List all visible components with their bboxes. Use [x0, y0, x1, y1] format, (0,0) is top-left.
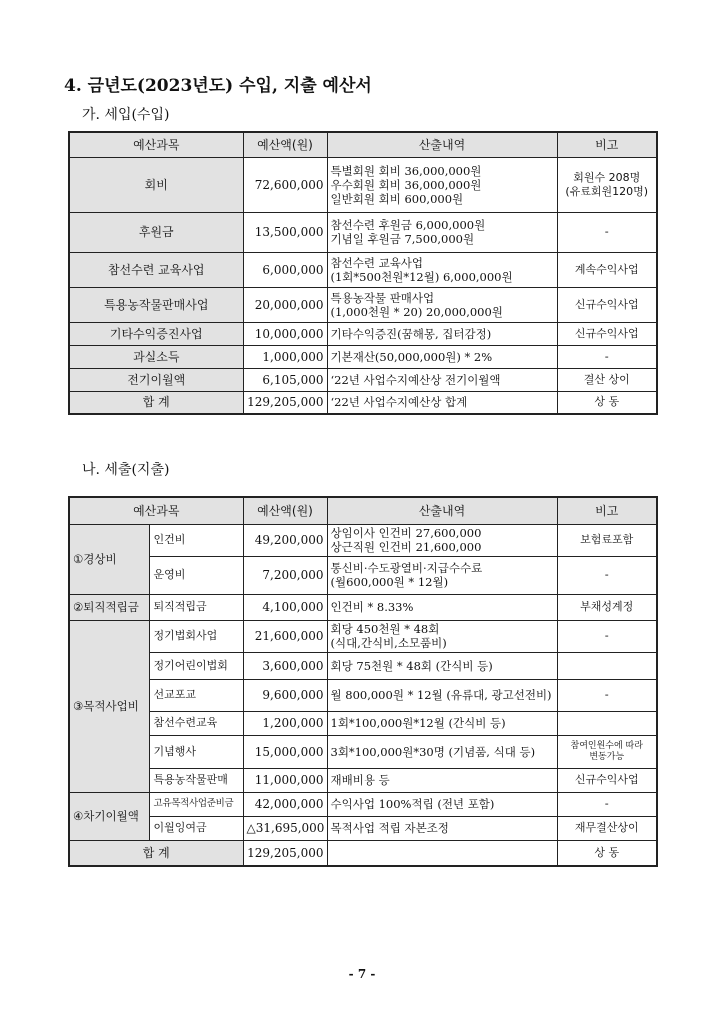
expense-note [557, 792, 657, 816]
expense-note [557, 556, 657, 594]
expense-note-line: 부채성계정 [580, 600, 634, 613]
income-note [557, 287, 657, 322]
expense-row [69, 816, 657, 840]
expense-detail-line: 1회*100,000원*12월 (간식비 등) [330, 716, 506, 730]
expense-details [327, 768, 557, 792]
expense-note-line: - [604, 629, 609, 642]
expense-detail-line: 회당 75천원 * 48회 (간식비 등) [330, 658, 493, 673]
expense-amount: 4,100,000 [243, 594, 327, 620]
income-note-line: 신규수익사업 [574, 326, 639, 340]
expense-group: ①경상비 [69, 524, 149, 594]
income-amount: 1,000,000 [243, 345, 327, 368]
income-item: 후원금 [69, 212, 243, 252]
expense-subitem: 정기법회사업 [149, 620, 243, 652]
income-header-note: 비고 [557, 132, 657, 157]
income-details [327, 212, 557, 252]
income-details [327, 345, 557, 368]
income-detail-line: 참선수련 후원금 6,000,000원 [330, 218, 486, 232]
expense-note [557, 735, 657, 768]
income-detail-line: 특용농작물 판매사업 [330, 290, 435, 305]
expense-note [557, 768, 657, 792]
expense-subitem: 정기어린이법회 [149, 652, 243, 679]
expense-note [557, 679, 657, 711]
income-detail-line: 기본재산(50,000,000원) * 2% [330, 349, 493, 364]
income-note-line: - [604, 349, 609, 363]
income-note-line: 회원수 208명 [573, 170, 641, 184]
expense-amount: 15,000,000 [243, 735, 327, 768]
income-row [69, 345, 657, 368]
income-note-line: 상 동 [594, 395, 620, 409]
expense-detail-line: (식대,간식비,소모품비) [330, 636, 447, 650]
income-details [327, 391, 557, 414]
income-header-details: 산출내역 [327, 132, 557, 157]
income-note [557, 368, 657, 391]
expense-details [327, 594, 557, 620]
income-item: 전기이월액 [69, 368, 243, 391]
income-item: 과실소득 [69, 345, 243, 368]
income-amount: 6,000,000 [243, 252, 327, 287]
income-note-line: 계속수익사업 [574, 262, 639, 276]
expense-total-row [69, 840, 657, 866]
expense-note-line: - [604, 688, 609, 701]
income-note-line: 결산 상이 [583, 372, 630, 386]
income-details [327, 252, 557, 287]
expense-detail-line: 인건비 * 8.33% [330, 600, 414, 614]
expense-total-amount: 129,205,000 [243, 840, 327, 866]
income-detail-line: 일반회원 회비 600,000원 [330, 191, 464, 206]
expense-amount: 3,600,000 [243, 652, 327, 679]
expense-subitem: 인건비 [149, 524, 243, 556]
expense-details [327, 711, 557, 735]
expense-row [69, 735, 657, 768]
expense-amount: 9,600,000 [243, 679, 327, 711]
expense-row [69, 620, 657, 652]
income-note-line: 신규수익사업 [574, 297, 639, 311]
income-note-line: - [604, 225, 609, 238]
income-row [69, 368, 657, 391]
income-amount: 10,000,000 [243, 322, 327, 345]
expense-note-line: - [604, 568, 609, 581]
expense-subitem: 기념행사 [149, 735, 243, 768]
expense-group: ②퇴직적립금 [69, 594, 149, 620]
income-details [327, 322, 557, 345]
page-number: - 7 - [348, 967, 376, 981]
expense-subitem: 퇴직적립금 [149, 594, 243, 620]
expense-header-item: 예산과목 [69, 497, 243, 524]
income-row [69, 322, 657, 345]
expense-details [327, 679, 557, 711]
expense-note-line: 변동가능 [589, 751, 625, 762]
expense-detail-line: 수익사업 100%적립 (전년 포함) [330, 797, 495, 811]
income-note [557, 252, 657, 287]
income-detail-line: 기념일 후원금 7,500,000원 [330, 232, 475, 246]
income-detail-line: ‘22년 사업수지예산상 전기이월액 [330, 372, 501, 387]
expense-header-details: 산출내역 [327, 497, 557, 524]
expense-amount: △31,695,000 [243, 816, 327, 840]
expense-subitem: 운영비 [149, 556, 243, 594]
income-note [557, 212, 657, 252]
expense-note [557, 594, 657, 620]
expense-details [327, 792, 557, 816]
expense-detail-line: 월 800,000원 * 12월 (유류대, 광고선전비) [330, 688, 552, 702]
income-detail-line: 특별회원 회비 36,000,000원 [330, 163, 482, 178]
income-item: 회비 [69, 157, 243, 212]
income-amount: 13,500,000 [243, 212, 327, 252]
expense-amount: 7,200,000 [243, 556, 327, 594]
expense-detail-line: 회당 450천원 * 48회 [330, 622, 440, 636]
expense-details [327, 556, 557, 594]
expense-subitem: 선교포교 [149, 679, 243, 711]
expense-amount: 11,000,000 [243, 768, 327, 792]
expense-note [557, 711, 657, 735]
expense-note-line: - [604, 797, 609, 810]
expense-detail-line: 상임이사 인건비 27,600,000 [330, 526, 482, 540]
expense-detail-line: 재배비용 등 [330, 773, 390, 787]
expense-note-line: 재무결산상이 [574, 821, 639, 834]
expense-total-note: 상 동 [557, 840, 657, 866]
income-note [557, 322, 657, 345]
income-header-amount: 예산액(원) [243, 132, 327, 157]
expense-note-line: 보험료포함 [580, 533, 634, 546]
expense-note-line: 신규수익사업 [574, 773, 639, 786]
income-item: 참선수련 교육사업 [69, 252, 243, 287]
income-note-line: (유료회원120명) [565, 184, 649, 198]
income-row [69, 391, 657, 414]
expense-subitem: 고유목적사업준비금 [149, 792, 243, 816]
expense-details [327, 652, 557, 679]
expense-details [327, 524, 557, 556]
income-detail-line: (1회*500천원*12월) 6,000,000원 [330, 269, 513, 284]
expense-total-details [327, 840, 557, 866]
income-details [327, 157, 557, 212]
expense-group: ③목적사업비 [69, 620, 149, 792]
expense-note [557, 816, 657, 840]
expense-amount: 49,200,000 [243, 524, 327, 556]
income-row [69, 252, 657, 287]
expense-details [327, 620, 557, 652]
expense-detail-line: 목적사업 적립 자본조정 [330, 821, 449, 835]
income-row [69, 287, 657, 322]
income-table [68, 131, 658, 415]
expense-total-label: 합 계 [69, 840, 243, 866]
expense-row [69, 711, 657, 735]
income-detail-line: (1,000천원 * 20) 20,000,000원 [330, 304, 503, 319]
expense-group: ④차기이월액 [69, 792, 149, 840]
income-row [69, 157, 657, 212]
expense-detail-line: 3회*100,000원*30명 (기념품, 식대 등) [330, 744, 536, 759]
expense-subitem: 특용농작물판매 [149, 768, 243, 792]
expense-row [69, 679, 657, 711]
expense-row [69, 556, 657, 594]
expense-table [68, 496, 658, 867]
expense-note [557, 524, 657, 556]
expense-amount: 21,600,000 [243, 620, 327, 652]
expense-row [69, 652, 657, 679]
income-note [557, 391, 657, 414]
income-header-item: 예산과목 [69, 132, 243, 157]
expense-row [69, 594, 657, 620]
income-detail-line: 기타수익증진(꿈해몽, 집터감정) [330, 326, 492, 341]
expense-subitem: 이월잉여금 [149, 816, 243, 840]
income-item: 합 계 [69, 391, 243, 414]
expense-title: 나. 세출(지출) [82, 462, 170, 478]
section-heading: 4. 금년도(2023년도) 수입, 지출 예산서 [64, 76, 372, 96]
expense-header-amount: 예산액(원) [243, 497, 327, 524]
income-amount: 20,000,000 [243, 287, 327, 322]
expense-detail-line: (월600,000원 * 12월) [330, 575, 449, 589]
expense-row [69, 524, 657, 556]
expense-header-note: 비고 [557, 497, 657, 524]
income-details [327, 368, 557, 391]
expense-subitem: 참선수련교육 [149, 711, 243, 735]
expense-row [69, 768, 657, 792]
income-item: 특용농작물판매사업 [69, 287, 243, 322]
income-row [69, 212, 657, 252]
expense-detail-line: 상근직원 인건비 21,600,000 [330, 540, 482, 554]
income-detail-line: ‘22년 사업수지예산상 합계 [330, 395, 468, 410]
expense-detail-line: 통신비·수도광열비·지급수수료 [330, 561, 483, 575]
income-note [557, 345, 657, 368]
expense-details [327, 816, 557, 840]
expense-note [557, 620, 657, 652]
income-amount: 6,105,000 [243, 368, 327, 391]
income-note [557, 157, 657, 212]
income-title: 가. 세입(수입) [82, 107, 170, 123]
expense-amount: 1,200,000 [243, 711, 327, 735]
expense-amount: 42,000,000 [243, 792, 327, 816]
income-item: 기타수익증진사업 [69, 322, 243, 345]
expense-note-line: 참여인원수에 따라 [570, 740, 643, 751]
expense-row [69, 792, 657, 816]
income-detail-line: 우수회원 회비 36,000,000원 [330, 177, 482, 192]
income-amount: 129,205,000 [243, 391, 327, 414]
expense-note [557, 652, 657, 679]
income-amount: 72,600,000 [243, 157, 327, 212]
income-detail-line: 참선수련 교육사업 [330, 255, 424, 270]
income-details [327, 287, 557, 322]
expense-details [327, 735, 557, 768]
